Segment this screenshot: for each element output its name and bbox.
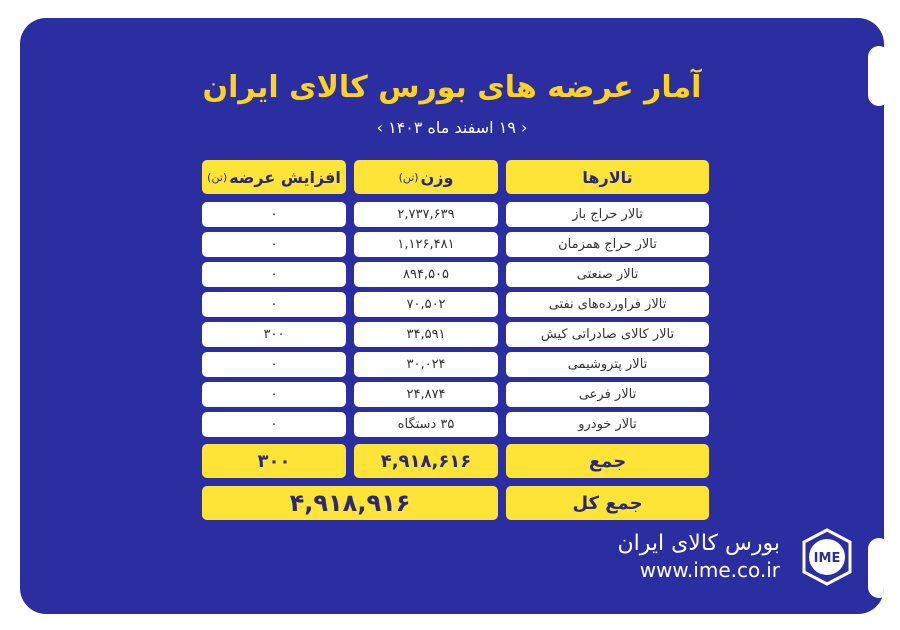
header-weight-label: وزن — [420, 167, 454, 187]
header-increase — [202, 160, 346, 194]
table-row-hall: تالار خودرو — [506, 412, 709, 437]
table-row-increase: ۰ — [202, 382, 346, 407]
table-row-hall: تالار پتروشیمی — [506, 352, 709, 377]
table-row-hall: تالار صنعتی — [506, 262, 709, 287]
table-row-weight: ۲,۷۳۷,۶۳۹ — [354, 202, 498, 227]
header-halls-label: تالارها — [582, 167, 633, 187]
table-row-hall: تالار حراج همزمان — [506, 232, 709, 257]
chevron-right-icon: ‹ — [521, 118, 528, 137]
header-increase-unit: (تن) — [207, 170, 228, 184]
table-row-increase: ۰ — [202, 352, 346, 377]
date-subtitle — [20, 118, 884, 137]
infographic-card — [20, 18, 884, 614]
footer-url: www.ime.co.ir — [639, 558, 780, 582]
grand-total-value: ۴,۹۱۸,۹۱۶ — [202, 486, 498, 520]
table-row-weight: ۳۴,۵۹۱ — [354, 322, 498, 347]
header-halls — [506, 160, 709, 194]
card-notch-bottom — [868, 538, 884, 598]
table-row-weight: ۷۰,۵۰۲ — [354, 292, 498, 317]
table-row-hall: تالار حراج باز — [506, 202, 709, 227]
footer-org-name: بورس کالای ایران — [617, 531, 780, 556]
header-weight-unit: (تن) — [398, 170, 419, 184]
header-increase-label: افزایش عرضه — [229, 167, 341, 187]
ime-logo-icon — [798, 528, 856, 586]
page-title: آمار عرضه های بورس کالای ایران — [202, 70, 702, 105]
total-increase: ۳۰۰ — [202, 444, 346, 478]
table-row-increase: ۰ — [202, 202, 346, 227]
grand-total-label: جمع کل — [506, 486, 709, 520]
table-row-hall: تالار کالای صادراتی کیش — [506, 322, 709, 347]
table-row-weight: ۳۰,۰۲۴ — [354, 352, 498, 377]
table-row-increase: ۳۰۰ — [202, 322, 346, 347]
table-row-increase: ۰ — [202, 292, 346, 317]
table-row-increase: ۰ — [202, 232, 346, 257]
table-row-hall: تالار فرعی — [506, 382, 709, 407]
table-row-increase: ۰ — [202, 412, 346, 437]
date-text: ۱۹ اسفند ماه ۱۴۰۳ — [388, 118, 516, 137]
table-row-increase: ۰ — [202, 262, 346, 287]
table-row-weight: ۲۴,۸۷۴ — [354, 382, 498, 407]
total-weight: ۴,۹۱۸,۶۱۶ — [354, 444, 498, 478]
chevron-left-icon: › — [376, 118, 383, 137]
header-weight — [354, 160, 498, 194]
table-row-weight: ۳۵ دستگاه — [354, 412, 498, 437]
logo-text: IME — [813, 551, 841, 566]
table-row-weight: ۱,۱۲۶,۴۸۱ — [354, 232, 498, 257]
table-row-hall: تالار فراورده‌های نفتی — [506, 292, 709, 317]
table-row-weight: ۸۹۴,۵۰۵ — [354, 262, 498, 287]
total-label: جمع — [506, 444, 709, 478]
